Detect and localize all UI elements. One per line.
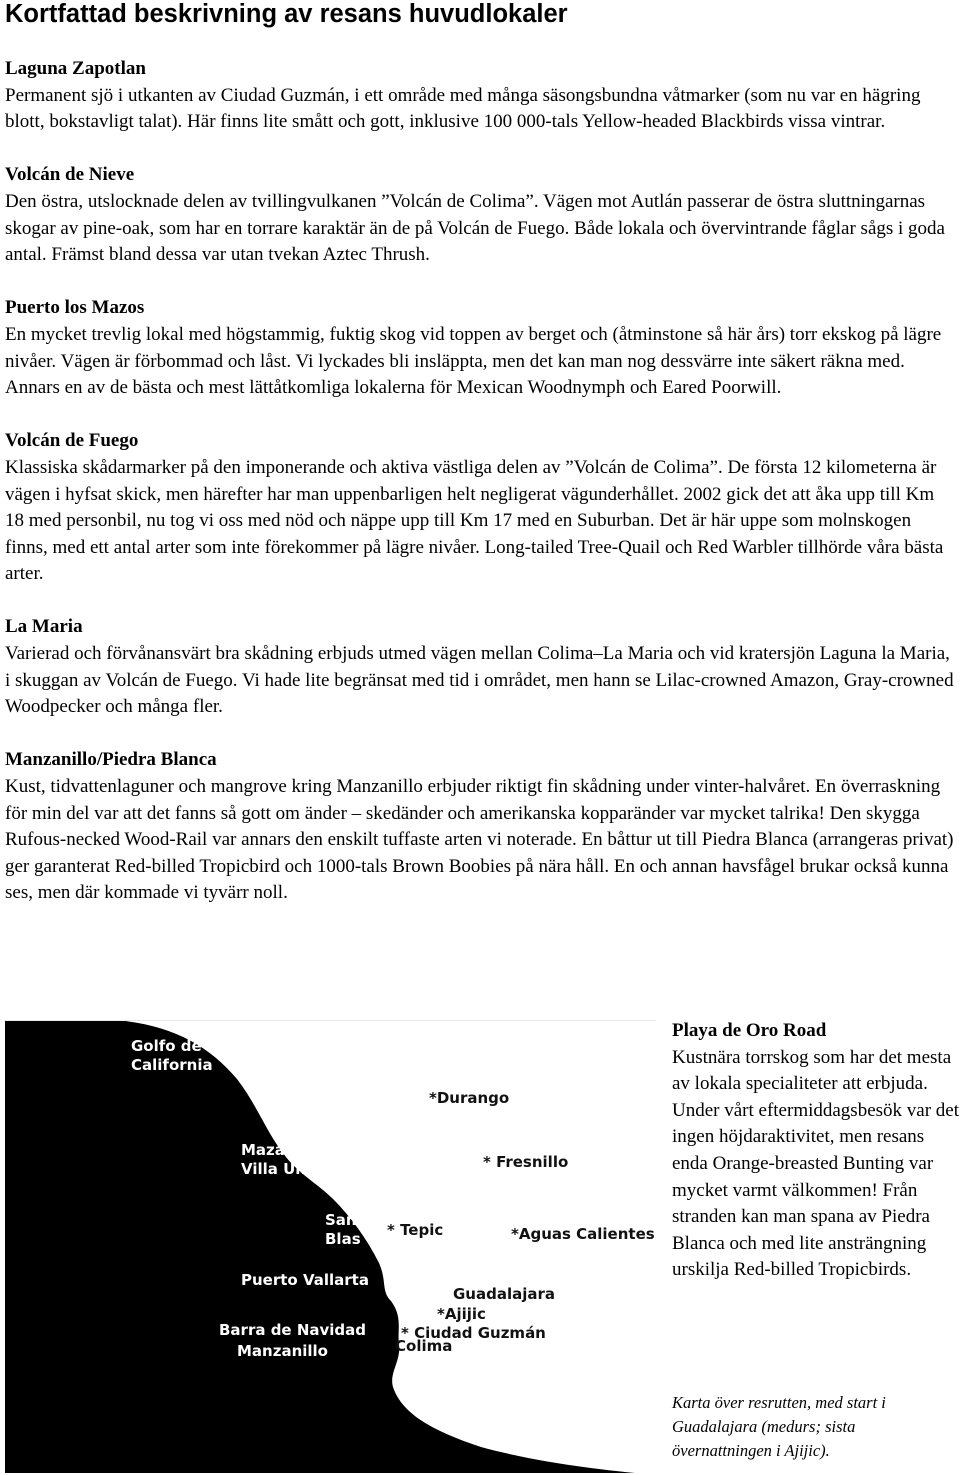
section-gap <box>5 721 957 748</box>
section-la-maria <box>5 614 957 720</box>
map-sea <box>5 1021 635 1473</box>
map-label-ciudad-guzman: * Ciudad Guzmán <box>401 1324 546 1342</box>
sidebar-text: Kustnära torrskog som har det mesta av lokala specialiteter att erbjuda. Under vårt eftermiddagsbesök var det ingen höjdaraktivitet, men resans enda Orange-breasted Bunting var mycket varmt välkommen! Från stranden kan man spana av Piedra Blanca och med lite ansträngning urskilja Red-billed Tropicbirds. <box>672 1046 960 1281</box>
map-label-blas: Blas <box>325 1230 361 1248</box>
section-puerto-los-mazos <box>5 295 957 401</box>
section-heading: Manzanillo/Piedra Blanca <box>5 749 217 771</box>
section-gap <box>5 269 957 296</box>
map-label-mazatlan: Mazatlan <box>241 1141 319 1159</box>
sidebar-section-playa-de-oro <box>672 1018 960 1284</box>
section-heading: La Maria <box>5 616 83 638</box>
section-gap <box>5 402 957 429</box>
section-heading: Laguna Zapotlan <box>5 58 146 79</box>
section-text: Klassiska skådarmarker på den imponerande och aktiva västliga delen av ”Volcán de Colima”. De första 12 kilometerna är vägen i hyfsat skick, men härefter har man uppenbarligen helt negligerat vägunderhållet. 2002 gick det att åka upp till Km 18 med personbil, nu tog vi oss med nöd och näppe upp till Km 17 med en Suburban. Det är här uppe som molnskogen finns, med ett antal arter som inte förekommer på lägre nivåer. Long-tailed Tree-Quail och Red Warbler tillhörde våra bästa arter. <box>5 456 944 585</box>
section-gap <box>5 136 957 163</box>
route-map-graphic <box>5 1021 656 1473</box>
section-volcan-de-fuego <box>5 428 957 588</box>
map-label-california: California <box>131 1056 213 1074</box>
section-gap <box>5 588 957 615</box>
map-label-fresnillo: * Fresnillo <box>483 1153 569 1171</box>
map-label-manzanillo: Manzanillo <box>237 1342 328 1360</box>
map-label-tepic: * Tepic <box>387 1221 444 1239</box>
map-caption: Karta över resrutten, med start i Guadalajara (medurs; sista övernattningen i Ajijic). <box>672 1393 886 1460</box>
section-text: Varierad och förvånansvärt bra skådning erbjuds utmed vägen mellan Colima–La Maria och vid kratersjön Laguna la Maria, i skuggan av Volcán de Fuego. Vi hade lite begränsat med tid i området, men hann se Lilac-crowned Amazon, Gray-crowned Woodpecker och många fler. <box>5 643 954 718</box>
section-text: Den östra, utslocknade delen av tvillingvulkanen ”Volcán de Colima”. Vägen mot Autlán passerar de östra sluttningarnas skogar av pine-oak, som har en torrare karaktär än de på Volcán de Fuego. Både lokala och övervintrande fåglar sågs i goda antal. Främst bland dessa var utan tvekan Aztec Thrush. <box>5 190 945 266</box>
section-heading: Puerto los Mazos <box>5 297 145 319</box>
map-label-puerto-vallarta: Puerto Vallarta <box>241 1271 369 1289</box>
map-label-golfo: Golfo de <box>131 1037 202 1055</box>
map-label-colima: Colima <box>395 1337 453 1355</box>
map-label-barra-de-navidad: Barra de Navidad <box>219 1321 367 1339</box>
map-label-durango: *Durango <box>429 1089 510 1107</box>
map-label-guadalajara: Guadalajara <box>453 1285 556 1303</box>
map-label-aguas-calientes: *Aguas Calientes <box>511 1225 655 1243</box>
route-map <box>5 1020 656 1473</box>
section-manzanillo-piedra-blanca <box>5 747 957 907</box>
section-heading: Volcán de Nieve <box>5 164 135 186</box>
section-text: En mycket trevlig lokal med högstammig, fuktig skog vid toppen av berget och (åtminstone så här års) torr ekskog på lägre nivåer. Vägen är förbommad och låst. Vi lyckades bli insläppta, men det kan man nog dessvärre inte säkert räkna med. Annars en av de bästa och mest lättåtkomliga lokalerna för Mexican Woodnymph och Eared Poorwill. <box>5 323 942 399</box>
page-title: Kortfattad beskrivning av resans huvudlokaler <box>5 0 568 28</box>
location-sections <box>5 56 957 907</box>
section-text: Permanent sjö i utkanten av Ciudad Guzmán, i ett område med många säsongsbundna våtmarker (som nu var en hägring blott, bokstavligt talat). Här finns lite smått och gott, inklusive 100 000-tals Yellow-headed Blackbirds vissa vintrar. <box>5 84 921 133</box>
map-label-san: San <box>325 1211 357 1229</box>
section-heading: Volcán de Fuego <box>5 430 139 452</box>
sidebar-heading: Playa de Oro Road <box>672 1020 827 1041</box>
section-text: Kust, tidvattenlaguner och mangrove kring Manzanillo erbjuder riktigt fin skådning under vinter-halvåret. En överraskning för min del var att det fanns så gott om änder – skedänder och amerikanska kopparänder var mycket talrika! Den skygga Rufous-necked Wood-Rail var annars den enskilt tuffaste arten vi noterade. En båttur ut till Piedra Blanca (arrangeras privat) ger garanterat Red-billed Tropicbird och 1000-tals Brown Boobies på nära håll. En och annan havsfågel brukar också kunna ses, men där kommade vi tyvärr noll. <box>5 776 954 904</box>
map-label-ajijic: *Ajijic <box>437 1305 486 1323</box>
map-label-villa-union: Villa Union <box>241 1160 333 1178</box>
section-laguna-zapotlan <box>5 56 957 136</box>
section-volcan-de-nieve <box>5 162 957 268</box>
